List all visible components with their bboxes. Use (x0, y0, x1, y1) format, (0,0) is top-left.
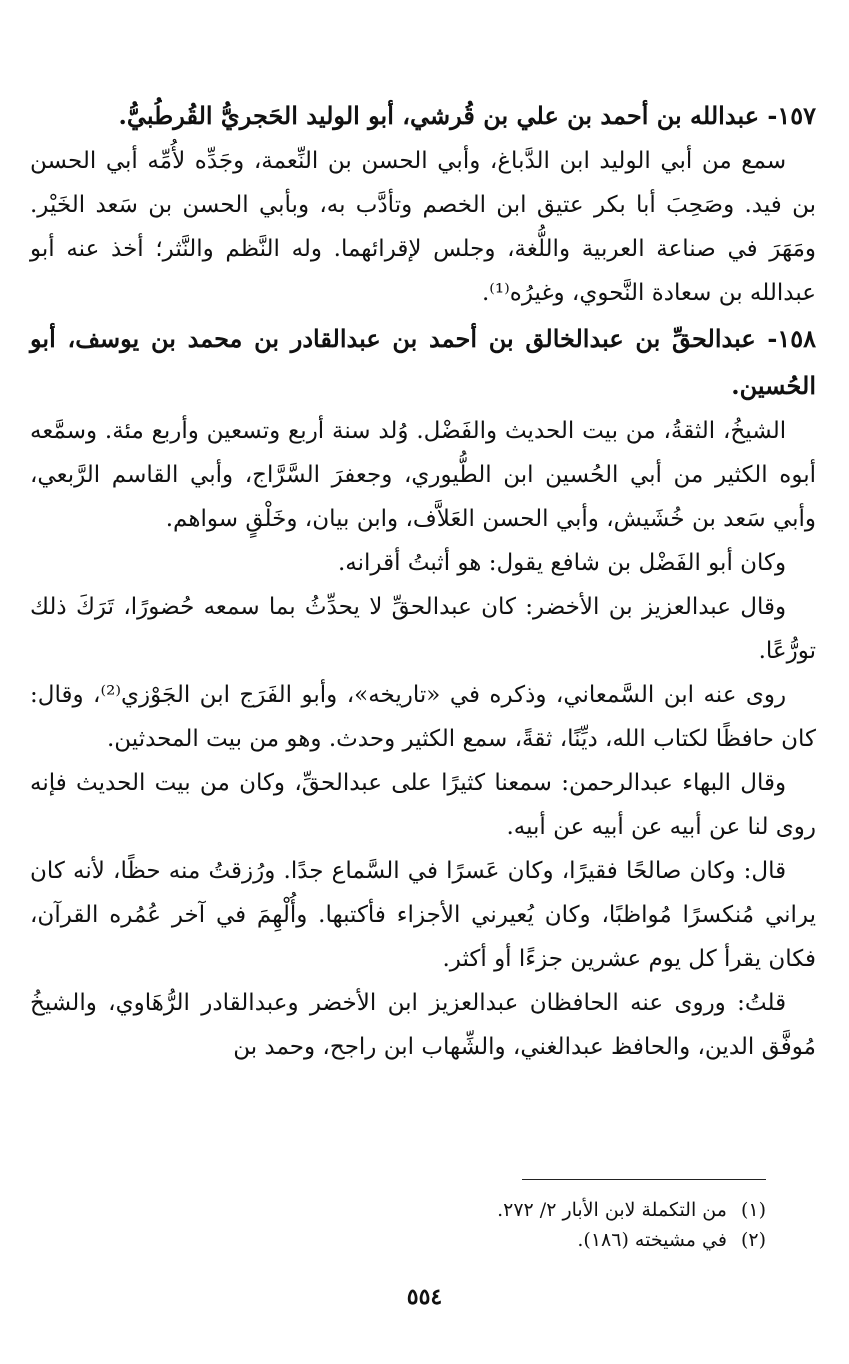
entry-158-paragraph-2: وكان أبو الفَضْل بن شافع يقول: هو أثبتُ أقرانه. (337, 550, 787, 576)
footnote-separator (522, 1179, 766, 1180)
entry-157-paragraph-1: سمع من أبي الوليد ابن الدَّباغ، وأبي الحسن بن النِّعمة، وجَدِّه لأُمِّه أبي الحسن بن فيد. وصَحِبَ أبا بكر عتيق ابن الخصم وتأدَّب به، وبأبي الحسن بن سَعد الخَيْر. ومَهَرَ في صناعة العربية واللُّغة، وجلس لإقرائهما. وله النَّظم والنَّثر؛ أخذ عنه أبو عبدالله بن سعادة النَّحوي، وغيرُه⁽¹⁾. (30, 148, 816, 306)
page-body (30, 92, 816, 1069)
page-number: ٥٥٤ (406, 1284, 443, 1310)
footnotes (40, 1195, 766, 1255)
entry-158-paragraph-4: روى عنه ابن السَّمعاني، وذكره في «تاريخه»، وأبو الفَرَج ابن الجَوْزي⁽²⁾، وقال: كان حافظًا لكتاب الله، ديِّنًا، ثقةً، سمع الكثير وحدث. وهو من بيت المحدثين. (30, 682, 816, 752)
footnote-1-text: من التكملة لابن الأبار ٢/ ٢٧٢. (497, 1199, 727, 1221)
entry-157-heading: ١٥٧- عبدالله بن أحمد بن علي بن قُرشي، أبو الوليد الحَجريُّ القُرطُبيُّ. (118, 101, 816, 130)
footnote-1 (40, 1195, 766, 1225)
entry-158-paragraph-1: الشيخُ، الثقةُ، من بيت الحديث والفَضْل. وُلد سنة أربع وتسعين وأربع مئة. وسمَّعه أبوه الكثير من أبي الحُسين ابن الطُّيوري، وجعفرَ السَّرَّاج، وأبي القاسم الرَّبعي، وأبي سَعد بن خُشَيش، وأبي الحسن العَلاَّف، وابن بيان، وخَلْقٍ سواهم. (30, 418, 816, 532)
footnote-2 (40, 1225, 766, 1255)
footnote-1-number: (١) (740, 1199, 766, 1221)
footnote-2-number: (٢) (740, 1229, 766, 1251)
entry-158-paragraph-6: قال: وكان صالحًا فقيرًا، وكان عَسرًا في السَّماع جدًا. ورُزقتُ منه حظًا، لأنه كان يراني مُنكسرًا مُواظبًا، وكان يُعيرني الأجزاء فأكتبها. وأُلْهِمَ في آخر عُمُره القرآن، فكان يقرأ كل يوم عشرين جزءًا أو أكثر. (30, 858, 816, 972)
footnote-2-text: في مشيخته (١٨٦). (577, 1229, 727, 1251)
entry-158-paragraph-7: قلتُ: وروى عنه الحافظان عبدالعزيز ابن الأخضر وعبدالقادر الرُّهَاوي، والشيخُ مُوفَّق الدين، والحافظ عبدالغني، والشِّهاب ابن راجح، وحمد بن (30, 990, 816, 1060)
entry-158-heading: ١٥٨- عبدالحقِّ بن عبدالخالق بن أحمد بن عبدالقادر بن محمد بن يوسف، أبو الحُسين. (30, 324, 816, 400)
entry-158-paragraph-5: وقال البهاء عبدالرحمن: سمعنا كثيرًا على عبدالحقِّ، وكان من بيت الحديث فإنه روى لنا عن أبيه عن أبيه عن أبيه. (30, 770, 816, 840)
entry-158-paragraph-3: وقال عبدالعزيز بن الأخضر: كان عبدالحقِّ لا يحدِّثُ بما سمعه حُضورًا، تَرَكَ ذلك تورُّعًا. (30, 594, 816, 664)
